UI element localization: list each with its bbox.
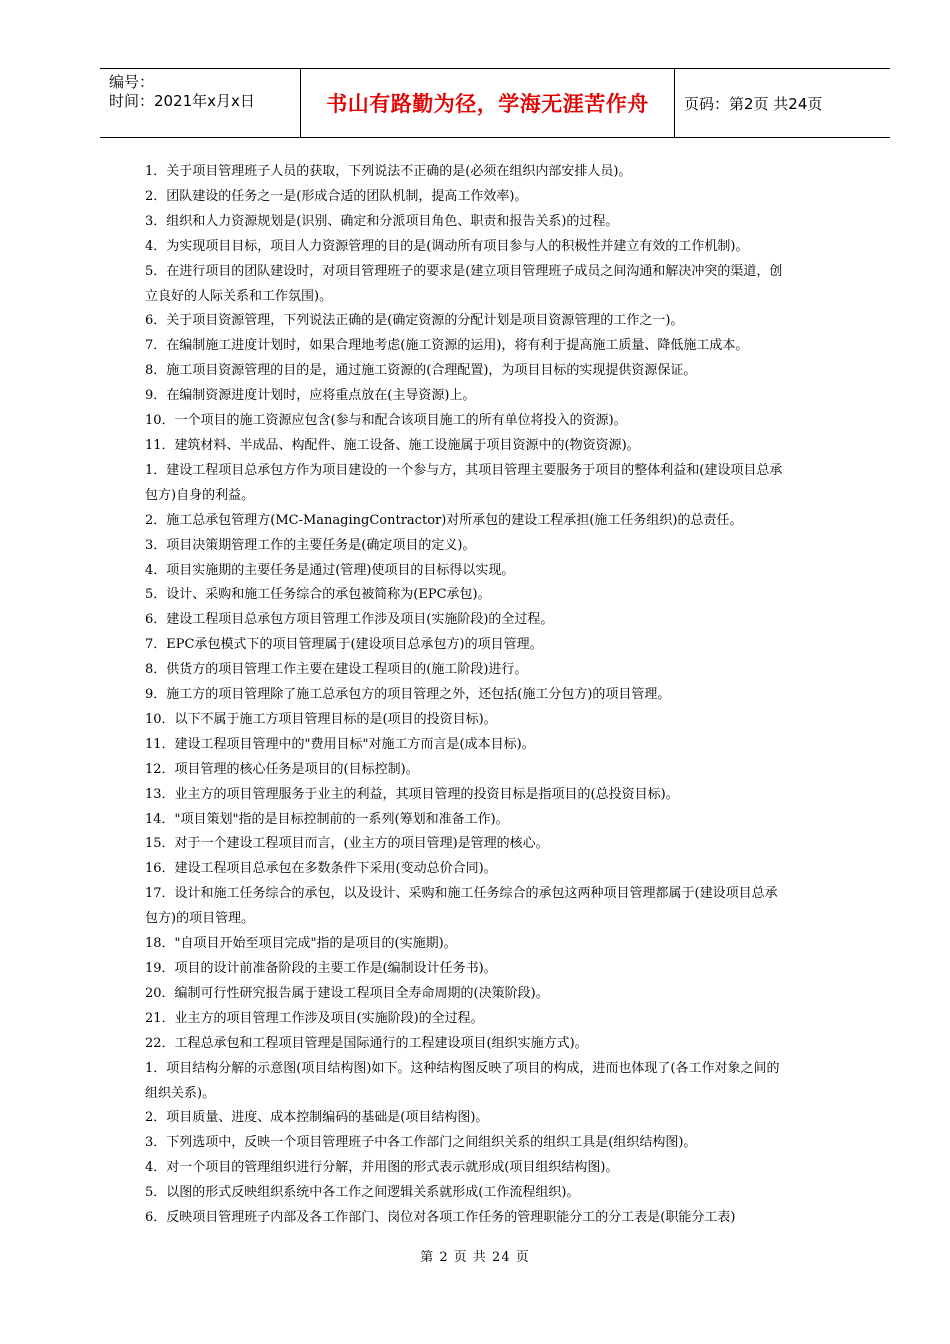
document-number-label: 编号：: [109, 73, 155, 91]
text-line: 8．供货方的项目管理工作主要在建设工程项目的(施工阶段)进行。: [145, 662, 528, 678]
header-motto: 书山有路勤为径，学海无涯苦作舟: [326, 92, 649, 116]
text-line: 2．团队建设的任务之一是(形成合适的团队机制，提高工作效率)。: [145, 188, 528, 204]
text-line: 4．项目实施期的主要任务是通过(管理)使项目的目标得以实现。: [145, 562, 515, 578]
text-line: 10．一个项目的施工资源应包含(参与和配合该项目施工的所有单位将投入的资源)。: [145, 413, 627, 429]
page-header: [100, 68, 890, 138]
text-line: 13．业主方的项目管理服务于业主的利益，其项目管理的投资目标是指项目的(总投资目标)。: [145, 786, 679, 802]
text-line: 1．建设工程项目总承包方作为项目建设的一个参与方，其项目管理主要服务于项目的整体利益和(建设项目总承: [145, 462, 783, 478]
text-line: 3．项目决策期管理工作的主要任务是(确定项目的定义)。: [145, 537, 476, 553]
text-line: 3．组织和人力资源规划是(识别、确定和分派项目角色、职责和报告关系)的过程。: [145, 213, 619, 229]
text-line: 20．编制可行性研究报告属于建设工程项目全寿命周期的(决策阶段)。: [145, 985, 549, 1001]
text-line: 19．项目的设计前准备阶段的主要工作是(编制设计任务书)。: [145, 961, 497, 976]
document-body: [145, 160, 850, 1231]
text-line: 1．项目结构分解的示意图(项目结构图)如下。这种结构图反映了项目的构成，进而也体现了(各工作对象之间的: [145, 1060, 780, 1076]
text-line: 9．施工方的项目管理除了施工总承包方的项目管理之外，还包括(施工分包方)的项目管理。: [145, 687, 671, 703]
text-line: 7．在编制施工进度计划时，如果合理地考虑(施工资源的运用)，将有利于提高施工质量、降低施工成本。: [145, 338, 749, 354]
header-left-cell: [100, 69, 301, 137]
text-line: 2．施工总承包管理方(MC-ManagingContractor)对所承包的建设工程承担(施工任务组织)的总责任。: [145, 512, 743, 528]
text-line: 15．对于一个建设工程项目而言，(业主方的项目管理)是管理的核心。: [145, 836, 549, 852]
text-line: 组织关系)。: [145, 1085, 216, 1101]
header-page-info: 页码：第2页 共24页: [684, 94, 823, 113]
text-line: 16．建设工程项目总承包在多数条件下采用(变动总价合同)。: [145, 861, 497, 877]
text-line: 11．建设工程项目管理中的"费用目标"对施工方而言是(成本目标)。: [145, 736, 535, 752]
text-line: 9．在编制资源进度计划时，应将重点放在(主导资源)上。: [145, 388, 476, 404]
text-line: 5．设计、采购和施工任务综合的承包被简称为(EPC承包)。: [145, 587, 491, 603]
text-line: 4．对一个项目的管理组织进行分解，并用图的形式表示就形成(项目组织结构图)。: [145, 1160, 619, 1176]
text-line: 2．项目质量、进度、成本控制编码的基础是(项目结构图)。: [145, 1110, 489, 1126]
text-line: 22．工程总承包和工程项目管理是国际通行的工程建设项目(组织实施方式)。: [145, 1035, 588, 1051]
text-line: 21．业主方的项目管理工作涉及项目(实施阶段)的全过程。: [145, 1010, 484, 1026]
text-line: 11．建筑材料、半成品、构配件、施工设备、施工设施属于项目资源中的(物资资源)。: [145, 437, 640, 453]
text-line: 5．在进行项目的团队建设时，对项目管理班子的要求是(建立项目管理班子成员之间沟通和解决冲突的渠道，创: [145, 263, 783, 279]
text-line: 14．"项目策划"指的是目标控制前的一系列(筹划和准备工作)。: [145, 811, 509, 827]
text-line: 5．以图的形式反映组织系统中各工作之间逻辑关系就形成(工作流程组织)。: [145, 1185, 580, 1201]
header-motto-cell: [301, 69, 675, 137]
text-line: 4．为实现项目目标，项目人力资源管理的目的是(调动所有项目参与人的积极性并建立有效的工作机制)。: [145, 238, 749, 254]
text-line: 10．以下不属于施工方项目管理目标的是(项目的投资目标)。: [145, 711, 497, 727]
text-line: 立良好的人际关系和工作氛围)。: [145, 288, 333, 304]
text-line: 7．EPC承包模式下的项目管理属于(建设项目总承包方)的项目管理。: [145, 637, 543, 653]
text-line: 12．项目管理的核心任务是项目的(目标控制)。: [145, 761, 419, 777]
text-line: 17．设计和施工任务综合的承包，以及设计、采购和施工任务综合的承包这两种项目管理都属于(建设项目总承: [145, 886, 778, 902]
page-footer: 第 2 页 共 24 页: [420, 1250, 530, 1265]
text-line: 包方)的项目管理。: [145, 911, 255, 927]
text-line: 3．下列选项中，反映一个项目管理班子中各工作部门之间组织关系的组织工具是(组织结构图)。: [145, 1135, 697, 1151]
header-page-cell: [675, 69, 890, 137]
text-line: 18．"自项目开始至项目完成"指的是项目的(实施期)。: [145, 936, 457, 952]
text-line: 8．施工项目资源管理的目的是，通过施工资源的(合理配置)，为项目目标的实现提供资源保证。: [145, 363, 697, 379]
text-line: 1．关于项目管理班子人员的获取，下列说法不正确的是(必须在组织内部安排人员)。: [145, 164, 632, 179]
document-time-label: 时间：2021年x月x日: [109, 92, 255, 110]
text-line: 包方)自身的利益。: [145, 487, 255, 503]
text-line: 6．反映项目管理班子内部及各工作部门、岗位对各项工作任务的管理职能分工的分工表是(职能分工表): [145, 1210, 736, 1226]
text-line: 6．关于项目资源管理，下列说法正确的是(确定资源的分配计划是项目资源管理的工作之一)。: [145, 313, 684, 329]
text-line: 6．建设工程项目总承包方项目管理工作涉及项目(实施阶段)的全过程。: [145, 612, 554, 628]
